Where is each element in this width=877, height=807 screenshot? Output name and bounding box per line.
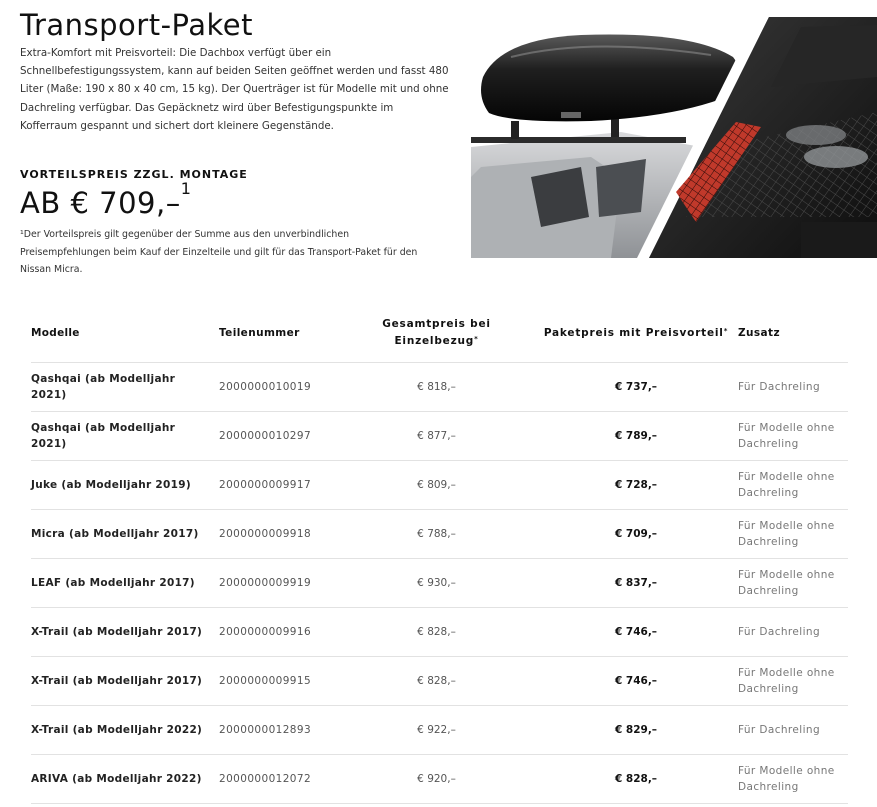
product-description: Extra-Komfort mit Preisvorteil: Die Dachbox verfügt über ein Schnellbefestigungssystem, kann auf beiden Seiten geöffnet werden und fasst 480 Liter (Maße: 190 x 80 x 40 cm, 15 kg). Der Querträger ist für Modelle mit und ohne Dachreling verfügbar. Das Gepäcknetz wird über Befestigungspunkte im Kofferraum gespannt und sichert dort kleinere Gegenstände. xyxy=(20,47,449,132)
package-price-cell: € 837,– xyxy=(534,558,738,607)
table-row xyxy=(31,754,848,803)
package-price-cell: € 789,– xyxy=(534,411,738,460)
price-value xyxy=(20,179,192,220)
part-number-cell: 2000000009916 xyxy=(219,607,339,656)
table-row xyxy=(31,362,848,411)
roof-box-and-cargo-net-illustration xyxy=(471,17,877,258)
table-row xyxy=(31,705,848,754)
total-price-cell: € 788,– xyxy=(339,509,534,558)
extra-cell: Für Dachreling xyxy=(738,705,848,754)
part-number-cell: 2000000010297 xyxy=(219,411,339,460)
header-extra: Zusatz xyxy=(738,327,780,340)
extra-cell: Für Modelle ohne Dachreling xyxy=(738,411,848,460)
model-cell: ARIVA (ab Modelljahr 2022) xyxy=(31,754,219,803)
model-cell: X-Trail (ab Modelljahr 2022) xyxy=(31,705,219,754)
package-price-cell: € 746,– xyxy=(534,607,738,656)
total-price-cell: € 930,– xyxy=(339,558,534,607)
price-footnote: ¹Der Vorteilspreis gilt gegenüber der Summe aus den unverbindlichen Preisempfehlungen beim Kauf der Einzelteile und gilt für das Transport-Paket für den Nissan Micra. xyxy=(20,229,418,275)
header-total-price xyxy=(339,306,534,362)
part-number-cell: 2000000009918 xyxy=(219,509,339,558)
header-total-price-mark: * xyxy=(474,335,479,344)
product-image xyxy=(471,17,877,258)
header-package-price xyxy=(534,306,738,362)
part-number-cell: 2000000012072 xyxy=(219,754,339,803)
package-price-cell: € 737,– xyxy=(534,362,738,411)
price-amount: AB € 709,– xyxy=(20,186,181,220)
table-row xyxy=(31,411,848,460)
header-total-price-label: Gesamtpreis bei Einzelbezug xyxy=(382,318,491,348)
package-price-cell: € 828,– xyxy=(534,754,738,803)
price-footnote-mark: 1 xyxy=(180,179,192,199)
extra-cell: Für Modelle ohne Dachreling xyxy=(738,754,848,803)
package-price-cell: € 709,– xyxy=(534,509,738,558)
extra-cell: Für Modelle ohne Dachreling xyxy=(738,656,848,705)
model-cell: Juke (ab Modelljahr 2019) xyxy=(31,460,219,509)
model-cell: Qashqai (ab Modelljahr 2021) xyxy=(31,411,219,460)
total-price-cell: € 809,– xyxy=(339,460,534,509)
extra-cell: Für Modelle ohne Dachreling xyxy=(738,460,848,509)
header-model: Modelle xyxy=(31,327,80,340)
package-price-cell: € 746,– xyxy=(534,656,738,705)
table-row xyxy=(31,558,848,607)
extra-cell: Für Dachreling xyxy=(738,362,848,411)
price-label: VORTEILSPREIS ZZGL. MONTAGE xyxy=(20,168,248,181)
model-cell: Micra (ab Modelljahr 2017) xyxy=(31,509,219,558)
package-price-cell: € 728,– xyxy=(534,460,738,509)
table-row xyxy=(31,656,848,705)
total-price-cell: € 877,– xyxy=(339,411,534,460)
extra-cell: Für Dachreling xyxy=(738,607,848,656)
price-table xyxy=(31,306,848,804)
header-package-price-mark: * xyxy=(723,326,729,335)
package-price-cell: € 829,– xyxy=(534,705,738,754)
table-header-row xyxy=(31,306,848,362)
header-package-price-label: Paketpreis mit Preisvorteil xyxy=(543,326,724,339)
total-price-cell: € 920,– xyxy=(339,754,534,803)
header-part-number: Teilenummer xyxy=(219,327,300,340)
total-price-cell: € 922,– xyxy=(339,705,534,754)
model-cell: LEAF (ab Modelljahr 2017) xyxy=(31,558,219,607)
part-number-cell: 2000000009919 xyxy=(219,558,339,607)
model-cell: X-Trail (ab Modelljahr 2017) xyxy=(31,656,219,705)
table-row xyxy=(31,460,848,509)
extra-cell: Für Modelle ohne Dachreling xyxy=(738,509,848,558)
total-price-cell: € 828,– xyxy=(339,656,534,705)
model-cell: X-Trail (ab Modelljahr 2017) xyxy=(31,607,219,656)
extra-cell: Für Modelle ohne Dachreling xyxy=(738,558,848,607)
total-price-cell: € 828,– xyxy=(339,607,534,656)
part-number-cell: 2000000009915 xyxy=(219,656,339,705)
part-number-cell: 2000000012893 xyxy=(219,705,339,754)
table-row xyxy=(31,509,848,558)
part-number-cell: 2000000010019 xyxy=(219,362,339,411)
part-number-cell: 2000000009917 xyxy=(219,460,339,509)
model-cell: Qashqai (ab Modelljahr 2021) xyxy=(31,362,219,411)
page-title: Transport-Paket xyxy=(20,8,253,42)
total-price-cell: € 818,– xyxy=(339,362,534,411)
table-row xyxy=(31,607,848,656)
